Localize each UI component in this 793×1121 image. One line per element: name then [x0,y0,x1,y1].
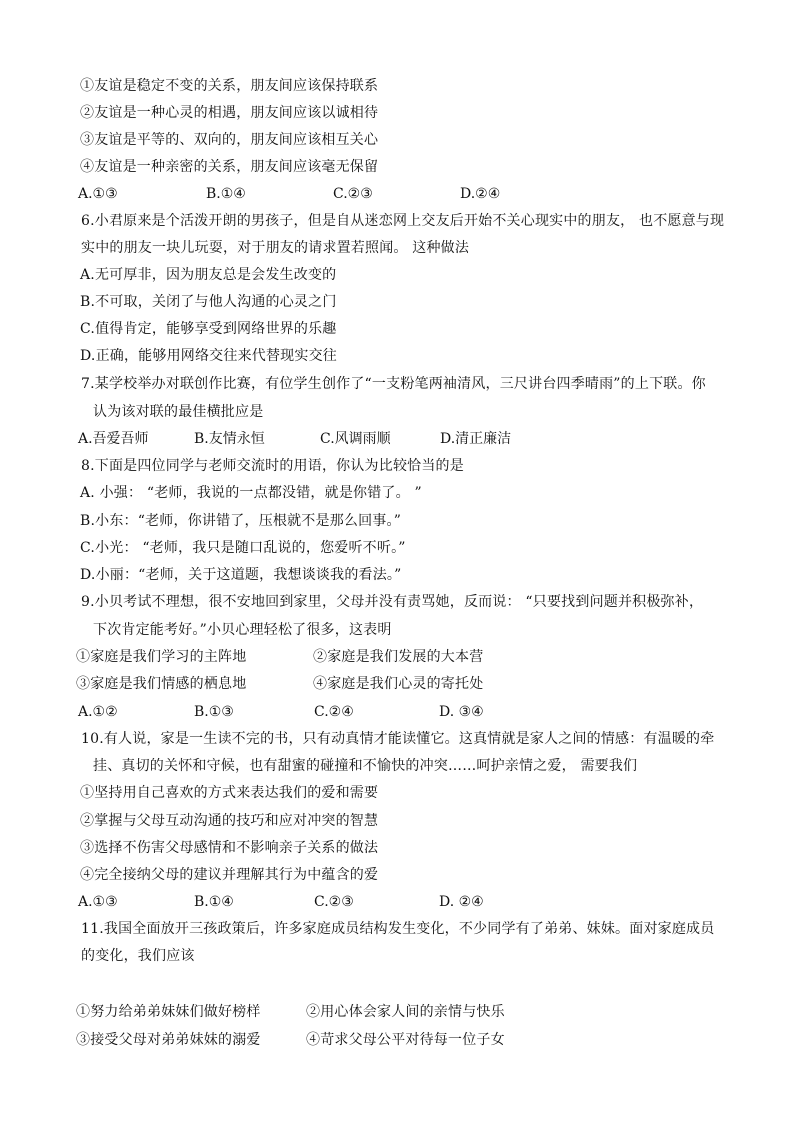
q10-option-a: A.①③ [78,894,118,910]
q6-option-c: C.值得肯定，能够享受到网络世界的乐趣 [80,321,337,337]
q5-item-4: ④友谊是一种亲密的关系，朋友间应该毫无保留 [80,159,379,175]
q9-stem-line-1: 9.小贝考试不理想，很不安地回到家里，父母并没有责骂她，反而说： “只要找到问题并积极弥补， [81,594,704,610]
q8-option-b: B.小东：“老师，你讲错了，压根就不是那么回事。” [80,513,402,529]
q5-item-2: ②友谊是一种心灵的相遇，朋友间应该以诚相待 [80,105,379,121]
q8-option-d: D.小丽：“老师，关于这道题，我想谈谈我的看法。” [80,567,402,583]
q9-option-d: D. ③④ [439,704,484,720]
q11-item-1: ①努力给弟弟妹妹们做好榜样 [76,1004,261,1020]
q5-item-3: ③友谊是平等的、双向的，朋友间应该相互关心 [80,132,379,148]
q8-option-a: A. 小强： “老师，我说的一点都没错，就是你错了。 ” [80,485,422,501]
q7-option-c: C.风调雨顺 [320,431,391,447]
q6-stem-line-2: 实中的朋友一块儿玩耍，对于朋友的请求置若照闻。 这种做法 [81,240,470,256]
q5-option-a: A.①③ [78,186,118,202]
q10-option-c: C.②③ [314,894,354,910]
q9-item-2: ②家庭是我们发展的大本营 [313,649,484,665]
q7-option-a: A.吾爱吾师 [78,431,149,447]
q10-item-4: ④完全接纳父母的建议并理解其行为中蕴含的爱 [80,867,379,883]
q9-item-3: ③家庭是我们情感的栖息地 [76,676,247,692]
q11-stem-line-1: 11.我国全面放开三孩政策后，许多家庭成员结构发生变化，不少同学有了弟弟、妹妹。面对家庭成员 [81,921,715,937]
q5-option-b: B.①④ [206,186,246,202]
q10-item-1: ①坚持用自己喜欢的方式来表达我们的爱和需要 [80,785,379,801]
q11-stem-line-2: 的变化，我们应该 [81,948,195,964]
q5-option-d: D.②④ [460,186,501,202]
q6-option-a: A.无可厚非，因为朋友总是会发生改变的 [80,267,337,283]
q5-item-1: ①友谊是稳定不变的关系，朋友间应该保持联系 [80,78,379,94]
q10-item-2: ②掌握与父母互动沟通的技巧和应对冲突的智慧 [80,813,379,829]
q7-option-b: B.友情永恒 [194,431,265,447]
q9-option-a: A.①② [78,704,118,720]
q10-item-3: ③选择不伤害父母感情和不影响亲子关系的做法 [80,840,379,856]
q9-item-1: ①家庭是我们学习的主阵地 [76,649,247,665]
q6-option-b: B.不可取，关闭了与他人沟通的心灵之门 [80,294,337,310]
q9-option-c: C.②④ [314,704,354,720]
q8-option-c: C.小光： “老师，我只是随口乱说的，您爱听不听。” [80,540,406,556]
q6-option-d: D.正确，能够用网络交往来代替现实交往 [80,348,337,364]
q9-item-4: ④家庭是我们心灵的寄托处 [313,676,484,692]
q11-item-3: ③接受父母对弟弟妹妹的溺爱 [76,1032,261,1048]
q10-stem-line-1: 10.有人说，家是一生读不完的书，只有动真情才能读懂它。这真情就是家人之间的情感：有温暖的牵 [81,731,715,747]
q6-stem-line-1: 6.小君原来是个活泼开朗的男孩子，但是自从迷恋网上交友后开始不关心现实中的朋友， 也不愿意与现 [81,213,725,229]
q9-stem-line-2: 下次肯定能考好。”小贝心理轻松了很多，这表明 [93,622,392,638]
q8-stem: 8.下面是四位同学与老师交流时的用语，你认为比较恰当的是 [81,458,464,474]
q11-item-2: ②用心体会家人间的亲情与快乐 [306,1004,505,1020]
q11-item-4: ④苛求父母公平对待每一位子女 [306,1032,505,1048]
q10-option-d: D. ②④ [439,894,484,910]
q9-option-b: B.①③ [194,704,234,720]
q10-stem-line-2: 挂、真切的关怀和守候，也有甜蜜的碰撞和不愉快的冲突……呵护亲情之爱， 需要我们 [93,758,638,774]
q7-stem-line-1: 7.某学校举办对联创作比赛，有位学生创作了“一支粉笔两袖清风，三尺讲台四季晴雨”的上下联。你 [81,376,706,392]
q10-option-b: B.①④ [194,894,234,910]
q7-option-d: D.清正廉洁 [440,431,512,447]
q5-option-c: C.②③ [333,186,373,202]
q7-stem-line-2: 认为该对联的最佳横批应是 [93,404,264,420]
